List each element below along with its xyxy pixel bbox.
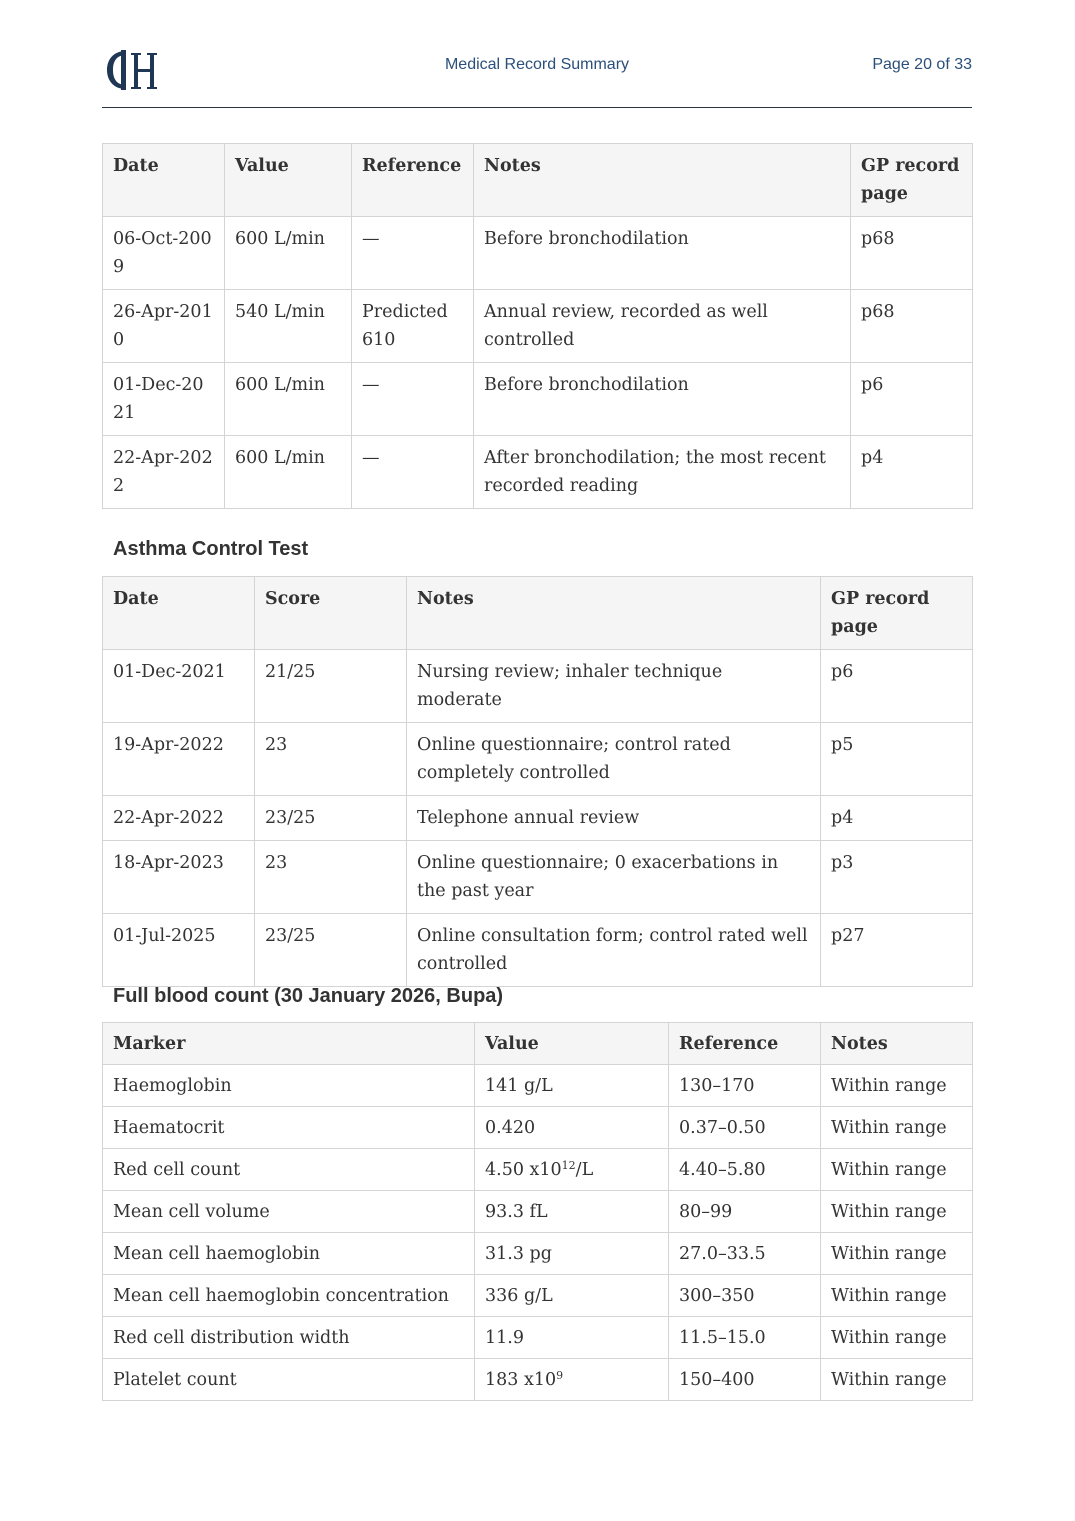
marker-cell: Red cell distribution width bbox=[103, 1317, 475, 1359]
table-row bbox=[103, 650, 973, 723]
value-cell: 600 L/min bbox=[225, 436, 352, 509]
notes-cell: Within range bbox=[821, 1149, 973, 1191]
notes-cell: Nursing review; inhaler technique moderate bbox=[407, 650, 821, 723]
table-row bbox=[103, 796, 973, 841]
page-number: Page 20 of 33 bbox=[872, 56, 972, 73]
table-row bbox=[103, 1191, 973, 1233]
notes-cell: Online questionnaire; 0 exacerbations in the past year bbox=[407, 841, 821, 914]
column-header: Reference bbox=[352, 144, 474, 217]
value-cell: 93.3 fL bbox=[475, 1191, 669, 1233]
reference-cell: 130–170 bbox=[669, 1065, 821, 1107]
table-header-row bbox=[103, 144, 973, 217]
table-row bbox=[103, 1065, 973, 1107]
score-cell: 23 bbox=[255, 841, 407, 914]
table-header-row bbox=[103, 1023, 973, 1065]
page-cell: p68 bbox=[851, 290, 973, 363]
reference-cell: 27.0–33.5 bbox=[669, 1233, 821, 1275]
value-cell: 600 L/min bbox=[225, 217, 352, 290]
column-header: Reference bbox=[669, 1023, 821, 1065]
column-header: GP record page bbox=[821, 577, 973, 650]
date-cell: 22-Apr-2022 bbox=[103, 436, 225, 509]
column-header: Marker bbox=[103, 1023, 475, 1065]
page-cell: p4 bbox=[821, 796, 973, 841]
reference-cell: 11.5–15.0 bbox=[669, 1317, 821, 1359]
value-base: 4.50 x10 bbox=[485, 1160, 562, 1180]
page-cell: p6 bbox=[851, 363, 973, 436]
marker-cell: Haematocrit bbox=[103, 1107, 475, 1149]
document-title: Medical Record Summary bbox=[444, 56, 630, 73]
value-unit: /L bbox=[575, 1160, 594, 1180]
value-cell: 336 g/L bbox=[475, 1275, 669, 1317]
column-header: Value bbox=[225, 144, 352, 217]
table-row bbox=[103, 723, 973, 796]
marker-cell: Haemoglobin bbox=[103, 1065, 475, 1107]
table-row bbox=[103, 1107, 973, 1149]
reference-cell: 150–400 bbox=[669, 1359, 821, 1401]
date-cell: 18-Apr-2023 bbox=[103, 841, 255, 914]
date-cell: 01-Jul-2025 bbox=[103, 914, 255, 987]
date-cell: 06-Oct-2009 bbox=[103, 217, 225, 290]
score-cell: 21/25 bbox=[255, 650, 407, 723]
notes-cell: Online questionnaire; control rated completely controlled bbox=[407, 723, 821, 796]
column-header: Notes bbox=[407, 577, 821, 650]
value-cell bbox=[475, 1359, 669, 1401]
table-row bbox=[103, 914, 973, 987]
notes-cell: Online consultation form; control rated well controlled bbox=[407, 914, 821, 987]
column-header: Date bbox=[103, 577, 255, 650]
marker-cell: Mean cell haemoglobin concentration bbox=[103, 1275, 475, 1317]
score-cell: 23/25 bbox=[255, 796, 407, 841]
table-row bbox=[103, 841, 973, 914]
column-header: Date bbox=[103, 144, 225, 217]
section-title: Asthma Control Test bbox=[113, 538, 309, 560]
notes-cell: Before bronchodilation bbox=[474, 363, 851, 436]
table-row bbox=[103, 363, 973, 436]
date-cell: 26-Apr-2010 bbox=[103, 290, 225, 363]
value-cell: 540 L/min bbox=[225, 290, 352, 363]
notes-cell: Within range bbox=[821, 1275, 973, 1317]
table-row bbox=[103, 436, 973, 509]
page-cell: p6 bbox=[821, 650, 973, 723]
reference-cell: — bbox=[352, 436, 474, 509]
notes-cell: Before bronchodilation bbox=[474, 217, 851, 290]
reference-cell: 0.37–0.50 bbox=[669, 1107, 821, 1149]
notes-cell: Within range bbox=[821, 1233, 973, 1275]
column-header: Notes bbox=[821, 1023, 973, 1065]
notes-cell: Within range bbox=[821, 1359, 973, 1401]
full-blood-count-table bbox=[102, 1022, 973, 1401]
notes-cell: Within range bbox=[821, 1107, 973, 1149]
marker-cell: Platelet count bbox=[103, 1359, 475, 1401]
table-row bbox=[103, 1317, 973, 1359]
table-row bbox=[103, 1149, 973, 1191]
value-base: 183 x10 bbox=[485, 1370, 557, 1390]
notes-cell: Within range bbox=[821, 1317, 973, 1359]
reference-cell: 300–350 bbox=[669, 1275, 821, 1317]
value-cell: 600 L/min bbox=[225, 363, 352, 436]
table-header-row bbox=[103, 577, 973, 650]
value-cell: 0.420 bbox=[475, 1107, 669, 1149]
peak-flow-table bbox=[102, 143, 973, 509]
value-exponent: 12 bbox=[561, 1159, 576, 1172]
table-row bbox=[103, 290, 973, 363]
notes-cell: After bronchodilation; the most recent recorded reading bbox=[474, 436, 851, 509]
table-row bbox=[103, 1275, 973, 1317]
reference-cell: 4.40–5.80 bbox=[669, 1149, 821, 1191]
value-cell: 141 g/L bbox=[475, 1065, 669, 1107]
score-cell: 23/25 bbox=[255, 914, 407, 987]
notes-cell: Telephone annual review bbox=[407, 796, 821, 841]
column-header: Value bbox=[475, 1023, 669, 1065]
notes-cell: Within range bbox=[821, 1065, 973, 1107]
marker-cell: Mean cell haemoglobin bbox=[103, 1233, 475, 1275]
reference-cell: — bbox=[352, 217, 474, 290]
section-title: Full blood count (30 January 2026, Bupa) bbox=[113, 985, 504, 1007]
column-header: Score bbox=[255, 577, 407, 650]
page-cell: p5 bbox=[821, 723, 973, 796]
page-cell: p4 bbox=[851, 436, 973, 509]
table-row bbox=[103, 217, 973, 290]
column-header: GP record page bbox=[851, 144, 973, 217]
score-cell: 23 bbox=[255, 723, 407, 796]
reference-cell: 80–99 bbox=[669, 1191, 821, 1233]
page-cell: p68 bbox=[851, 217, 973, 290]
reference-cell: Predicted 610 bbox=[352, 290, 474, 363]
marker-cell: Mean cell volume bbox=[103, 1191, 475, 1233]
table-row bbox=[103, 1359, 973, 1401]
column-header: Notes bbox=[474, 144, 851, 217]
value-cell bbox=[475, 1149, 669, 1191]
asthma-control-test-table bbox=[102, 576, 973, 987]
page-cell: p3 bbox=[821, 841, 973, 914]
value-cell: 31.3 pg bbox=[475, 1233, 669, 1275]
date-cell: 22-Apr-2022 bbox=[103, 796, 255, 841]
page-header bbox=[102, 44, 972, 108]
date-cell: 19-Apr-2022 bbox=[103, 723, 255, 796]
notes-cell: Annual review, recorded as well controlled bbox=[474, 290, 851, 363]
value-exponent: 9 bbox=[556, 1369, 564, 1382]
value-cell: 11.9 bbox=[475, 1317, 669, 1359]
page-cell: p27 bbox=[821, 914, 973, 987]
reference-cell: — bbox=[352, 363, 474, 436]
date-cell: 01-Dec-2021 bbox=[103, 363, 225, 436]
table-row bbox=[103, 1233, 973, 1275]
marker-cell: Red cell count bbox=[103, 1149, 475, 1191]
date-cell: 01-Dec-2021 bbox=[103, 650, 255, 723]
notes-cell: Within range bbox=[821, 1191, 973, 1233]
